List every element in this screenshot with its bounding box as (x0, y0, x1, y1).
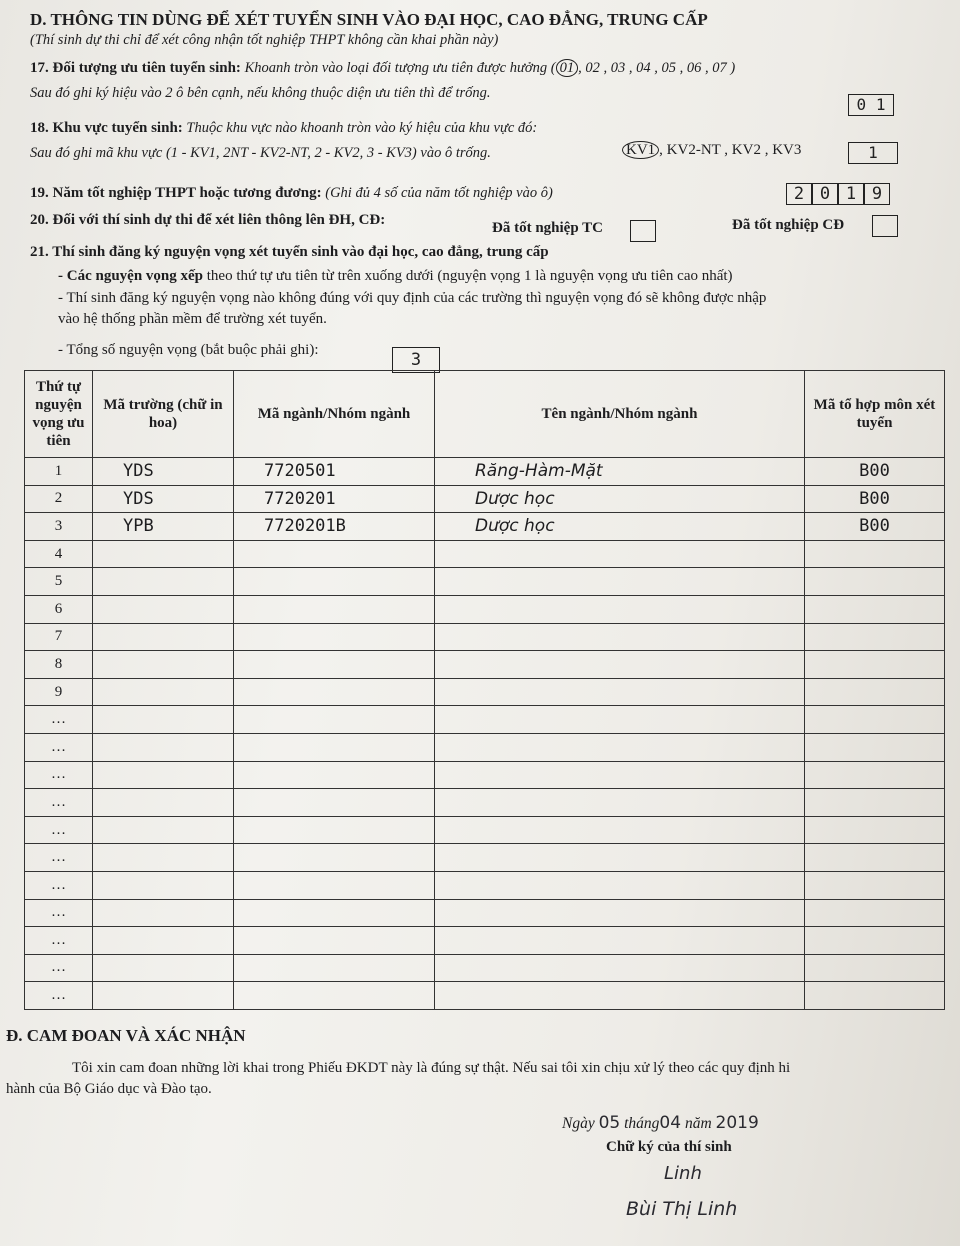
section-dd-line2: hành của Bộ Giáo dục và Đào tạo. (6, 1081, 212, 1097)
row-major-code-cell[interactable] (234, 761, 435, 789)
row-major-code-cell[interactable] (234, 623, 435, 651)
row-school-code-cell[interactable]: YDS (93, 458, 234, 486)
row-major-name-cell[interactable] (435, 844, 805, 872)
row-major-name-cell[interactable] (435, 954, 805, 982)
row-major-code-cell[interactable]: 7720501 (234, 458, 435, 486)
section-d-note: (Thí sinh dự thi chỉ để xét công nhận tốt nghiệp THPT không cần khai phần này) (30, 32, 499, 48)
item18-value-box[interactable]: 1 (848, 142, 898, 164)
row-major-code-cell[interactable] (234, 899, 435, 927)
header-major-code: Mã ngành/Nhóm ngành (234, 371, 435, 458)
table-row (25, 816, 945, 844)
item18-options-line (622, 142, 801, 159)
item17-value-box[interactable]: 0 1 (848, 94, 894, 116)
row-order-cell: 7 (25, 623, 93, 651)
row-order-cell: 5 (25, 568, 93, 596)
row-major-name-cell[interactable] (435, 899, 805, 927)
table-row (25, 871, 945, 899)
item20-label: 20. Đối với thí sinh dự thi để xét liên thông lên ĐH, CĐ: (30, 212, 386, 228)
table-row (25, 706, 945, 734)
table-row (25, 761, 945, 789)
row-order-cell: … (25, 733, 93, 761)
item21-total-label: - Tổng số nguyện vọng (bắt buộc phải ghi): (58, 342, 319, 358)
row-subject-combo-cell[interactable] (805, 899, 945, 927)
table-row (25, 513, 945, 541)
table-row (25, 844, 945, 872)
row-order-cell: 6 (25, 595, 93, 623)
row-major-code-cell[interactable] (234, 789, 435, 817)
year-digit-box[interactable]: 0 (812, 183, 838, 205)
row-major-code-cell[interactable]: 7720201 (234, 485, 435, 513)
item18-line1 (30, 120, 537, 137)
row-major-name-cell[interactable] (435, 623, 805, 651)
year-digit-box[interactable]: 2 (786, 183, 812, 205)
row-school-code-cell[interactable] (93, 871, 234, 899)
row-major-code-cell[interactable] (234, 927, 435, 955)
table-row (25, 789, 945, 817)
row-major-code-cell[interactable] (234, 982, 435, 1010)
date-month[interactable]: 04 (659, 1113, 682, 1133)
row-order-cell: … (25, 954, 93, 982)
row-major-code-cell[interactable] (234, 954, 435, 982)
item21-bullet2a: - Thí sinh đăng ký nguyện vọng nào không đúng với quy định của các trường thì nguyện vọng đó sẽ không được nhập (58, 290, 767, 306)
table-row (25, 733, 945, 761)
row-major-name-cell[interactable] (435, 678, 805, 706)
signature-mark[interactable]: Linh (664, 1163, 702, 1184)
item21-total-box[interactable]: 3 (392, 347, 440, 373)
item18-instruction: Sau đó ghi mã khu vực (1 - KV1, 2NT - KV2-NT, 2 - KV2, 3 - KV3) vào ô trống. (30, 145, 491, 161)
row-major-code-cell[interactable] (234, 540, 435, 568)
date-day[interactable]: 05 (598, 1113, 621, 1133)
wish-list-table (24, 370, 945, 1010)
row-order-cell: 2 (25, 485, 93, 513)
row-major-name-cell[interactable] (435, 927, 805, 955)
section-dd-line1: Tôi xin cam đoan những lời khai trong Phiếu ĐKDT này là đúng sự thật. Nếu sai tôi xin chịu xử lý theo các quy định hi (72, 1060, 791, 1076)
row-school-code-cell[interactable] (93, 595, 234, 623)
row-school-code-cell[interactable] (93, 761, 234, 789)
table-row (25, 954, 945, 982)
row-school-code-cell[interactable] (93, 568, 234, 596)
section-d-title: D. THÔNG TIN DÙNG ĐỂ XÉT TUYỂN SINH VÀO ĐẠI HỌC, CAO ĐẲNG, TRUNG CẤP (30, 10, 708, 29)
table-body (25, 458, 945, 1010)
row-subject-combo-cell[interactable] (805, 982, 945, 1010)
row-major-code-cell[interactable] (234, 871, 435, 899)
row-major-name-cell[interactable] (435, 651, 805, 679)
row-school-code-cell[interactable]: YDS (93, 485, 234, 513)
date-day-label: Ngày (562, 1115, 595, 1132)
header-subject-combo: Mã tổ hợp môn xét tuyển (805, 371, 945, 458)
row-school-code-cell[interactable]: YPB (93, 513, 234, 541)
row-subject-combo-cell[interactable] (805, 678, 945, 706)
row-major-code-cell[interactable] (234, 816, 435, 844)
row-subject-combo-cell[interactable] (805, 706, 945, 734)
item20-tc-label: Đã tốt nghiệp TC (492, 220, 603, 236)
row-order-cell: 9 (25, 678, 93, 706)
date-year[interactable]: 2019 (715, 1113, 759, 1133)
row-subject-combo-cell[interactable] (805, 844, 945, 872)
table-row (25, 982, 945, 1010)
table-row (25, 568, 945, 596)
item17-label: 17. Đối tượng ưu tiên tuyển sinh: (30, 60, 241, 76)
table-header-row (25, 371, 945, 458)
row-subject-combo-cell[interactable]: B00 (805, 513, 945, 541)
row-subject-combo-cell[interactable]: B00 (805, 485, 945, 513)
item20-tc-checkbox[interactable] (630, 220, 656, 242)
item21-bullet1-bold: - Các nguyện vọng xếp (58, 268, 204, 284)
item18-label: 18. Khu vực tuyển sinh: (30, 120, 183, 136)
date-line (562, 1113, 759, 1133)
item19-year-boxes (786, 183, 890, 205)
table-row (25, 927, 945, 955)
row-major-code-cell[interactable] (234, 844, 435, 872)
date-month-label: tháng (624, 1115, 660, 1132)
row-subject-combo-cell[interactable] (805, 927, 945, 955)
row-order-cell: … (25, 927, 93, 955)
item21-bullet1-rest: theo thứ tự ưu tiên từ trên xuống dưới (nguyện vọng 1 là nguyện vọng ưu tiên cao nhất) (203, 268, 733, 284)
row-major-code-cell[interactable] (234, 651, 435, 679)
row-major-name-cell[interactable] (435, 816, 805, 844)
row-order-cell: … (25, 816, 93, 844)
row-major-code-cell[interactable] (234, 678, 435, 706)
header-major-name: Tên ngành/Nhóm ngành (435, 371, 805, 458)
row-major-name-cell[interactable] (435, 595, 805, 623)
item17-text1: Khoanh tròn vào loại đối tượng ưu tiên được hưởng ( (240, 60, 556, 76)
item17-options: , 02 , 03 , 04 , 05 , 06 , 07 ) (578, 60, 736, 76)
row-subject-combo-cell[interactable] (805, 568, 945, 596)
row-school-code-cell[interactable] (93, 623, 234, 651)
row-subject-combo-cell[interactable] (805, 623, 945, 651)
item17-line1 (30, 60, 735, 77)
row-order-cell: … (25, 706, 93, 734)
item17-instruction: Sau đó ghi ký hiệu vào 2 ô bên cạnh, nếu không thuộc diện ưu tiên thì để trống. (30, 85, 491, 101)
row-school-code-cell[interactable] (93, 927, 234, 955)
table-row (25, 899, 945, 927)
row-major-name-cell[interactable] (435, 568, 805, 596)
row-major-name-cell[interactable] (435, 540, 805, 568)
row-major-name-cell[interactable]: Dược học (435, 485, 805, 513)
row-school-code-cell[interactable] (93, 844, 234, 872)
year-digit-box[interactable]: 1 (838, 183, 864, 205)
row-order-cell: … (25, 789, 93, 817)
row-school-code-cell[interactable] (93, 982, 234, 1010)
item18-circled-option: KV1 (622, 141, 659, 159)
signature-label: Chữ ký của thí sinh (606, 1139, 732, 1155)
row-subject-combo-cell[interactable] (805, 540, 945, 568)
row-subject-combo-cell[interactable] (805, 871, 945, 899)
row-order-cell: 1 (25, 458, 93, 486)
table-row (25, 540, 945, 568)
row-school-code-cell[interactable] (93, 706, 234, 734)
row-major-name-cell[interactable] (435, 733, 805, 761)
item18-text1: Thuộc khu vực nào khoanh tròn vào ký hiệu của khu vực đó: (182, 120, 538, 136)
table-row (25, 595, 945, 623)
row-subject-combo-cell[interactable] (805, 789, 945, 817)
row-school-code-cell[interactable] (93, 733, 234, 761)
row-major-name-cell[interactable] (435, 706, 805, 734)
row-major-code-cell[interactable] (234, 568, 435, 596)
row-subject-combo-cell[interactable] (805, 733, 945, 761)
row-school-code-cell[interactable] (93, 899, 234, 927)
row-subject-combo-cell[interactable] (805, 761, 945, 789)
item17-circled-option: 01 (556, 59, 579, 77)
table-row (25, 623, 945, 651)
row-major-name-cell[interactable] (435, 789, 805, 817)
row-order-cell: 3 (25, 513, 93, 541)
row-major-code-cell[interactable] (234, 706, 435, 734)
item19-line (30, 185, 553, 202)
item18-options: , KV2-NT , KV2 , KV3 (659, 142, 802, 158)
row-major-code-cell[interactable] (234, 595, 435, 623)
row-order-cell: … (25, 982, 93, 1010)
row-major-name-cell[interactable]: Răng-Hàm-Mặt (435, 458, 805, 486)
row-major-name-cell[interactable] (435, 982, 805, 1010)
row-order-cell: … (25, 899, 93, 927)
row-order-cell: … (25, 871, 93, 899)
header-order: Thứ tự nguyện vọng ưu tiên (25, 371, 93, 458)
row-major-name-cell[interactable]: Dược học (435, 513, 805, 541)
header-school-code: Mã trường (chữ in hoa) (93, 371, 234, 458)
row-school-code-cell[interactable] (93, 816, 234, 844)
row-school-code-cell[interactable] (93, 954, 234, 982)
row-subject-combo-cell[interactable] (805, 595, 945, 623)
row-subject-combo-cell[interactable] (805, 651, 945, 679)
row-major-name-cell[interactable] (435, 871, 805, 899)
row-subject-combo-cell[interactable] (805, 954, 945, 982)
date-year-label: năm (684, 1115, 712, 1132)
table-row (25, 458, 945, 486)
row-subject-combo-cell[interactable] (805, 816, 945, 844)
item19-text: (Ghi đủ 4 số của năm tốt nghiệp vào ô) (321, 185, 553, 201)
signature-full-name[interactable]: Bùi Thị Linh (626, 1198, 738, 1220)
item19-label: 19. Năm tốt nghiệp THPT hoặc tương đương: (30, 185, 322, 201)
item20-cd-label: Đã tốt nghiệp CĐ (732, 217, 845, 233)
item20-cd-checkbox[interactable] (872, 215, 898, 237)
row-school-code-cell[interactable] (93, 651, 234, 679)
row-major-code-cell[interactable]: 7720201B (234, 513, 435, 541)
row-school-code-cell[interactable] (93, 789, 234, 817)
row-order-cell: … (25, 844, 93, 872)
table-row (25, 678, 945, 706)
row-school-code-cell[interactable] (93, 540, 234, 568)
item21-bullet2b: vào hệ thống phần mềm để trường xét tuyển. (58, 311, 327, 327)
row-order-cell: 4 (25, 540, 93, 568)
table-row (25, 651, 945, 679)
table-row (25, 485, 945, 513)
section-dd-title: Đ. CAM ĐOAN VÀ XÁC NHẬN (6, 1026, 246, 1045)
row-subject-combo-cell[interactable]: B00 (805, 458, 945, 486)
row-major-name-cell[interactable] (435, 761, 805, 789)
row-school-code-cell[interactable] (93, 678, 234, 706)
row-order-cell: … (25, 761, 93, 789)
year-digit-box[interactable]: 9 (864, 183, 890, 205)
item21-bullet1 (58, 268, 733, 285)
row-order-cell: 8 (25, 651, 93, 679)
item21-label: 21. Thí sinh đăng ký nguyện vọng xét tuyển sinh vào đại học, cao đẳng, trung cấp (30, 244, 549, 260)
row-major-code-cell[interactable] (234, 733, 435, 761)
